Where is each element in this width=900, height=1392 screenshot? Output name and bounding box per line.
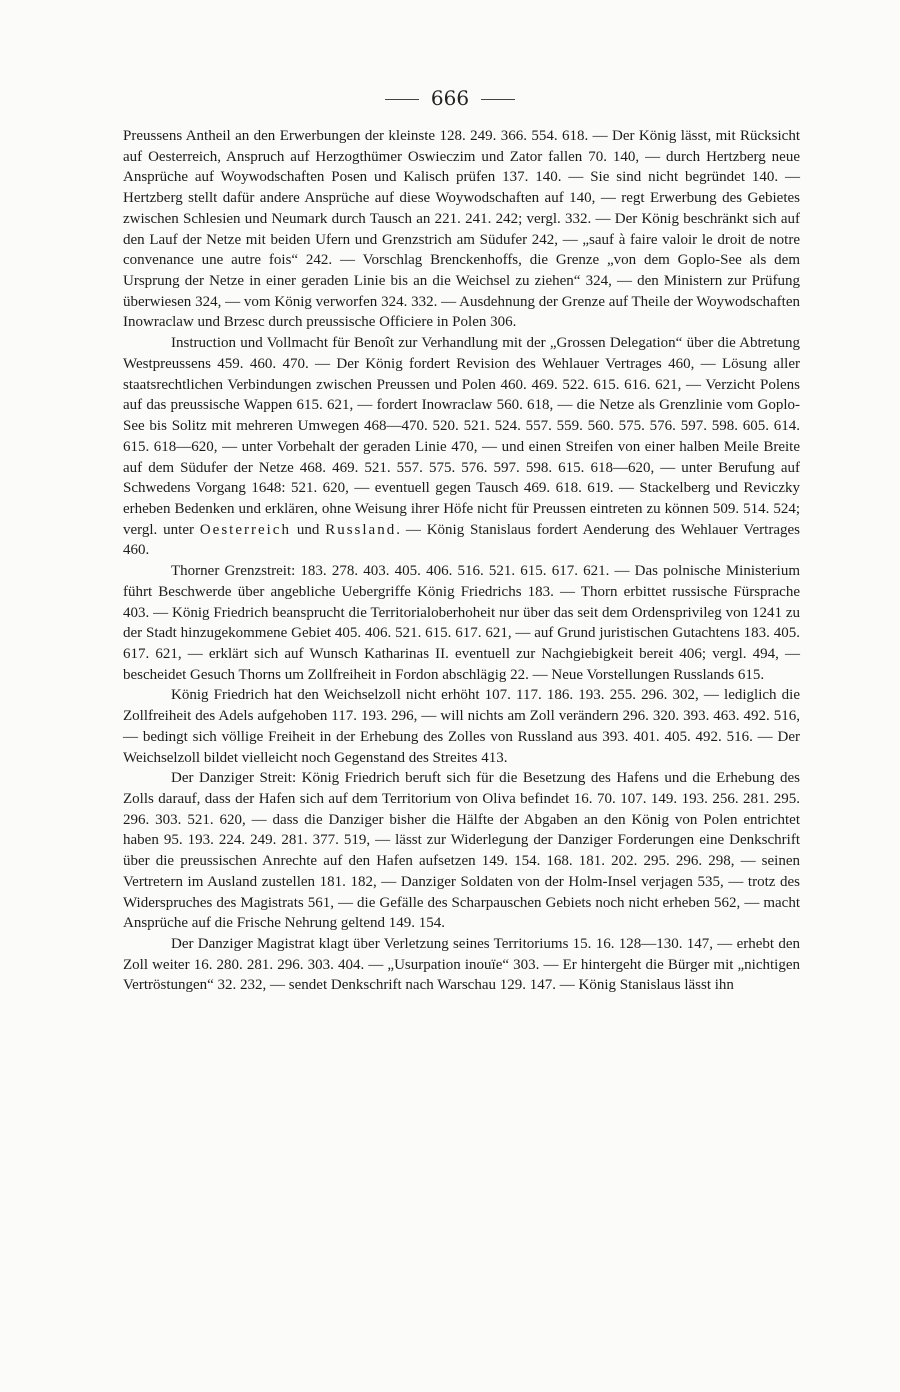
paragraph-thorn-dispute: Thorner Grenzstreit: 183. 278. 403. 405. 406. 516. 521. 615. 617. 621. — Das polnische Ministerium führt Beschwerde über angebliche Uebergriffe König Friedrichs 183. — Thorn erbittet russische Fürsprache 403. — König Friedrich beansprucht die Territorialoberhoheit nur über das seit dem Ordensprivileg von 1241 zu der Stadt hinzugekommene Gebiet 405. 406. 521. 615. 617. 621, — auf Grund juristischen Gutachtens 183. 405. 617. 621, — erklärt sich auf Wunsch Katharinas II. eventuell zur Nachgiebigkeit bereit 406; vergl. 494, — bescheidet Gesuch Thorns um Zollfreiheit in Fordon abschlägig 22. — Neue Vorstellungen Russlands 615. xyxy=(123,563,800,683)
paragraph-text: . — König Stanislaus fordert Aenderung des Wehlauer Vertrages 460. xyxy=(123,521,800,559)
paragraph-danzig-magistrate: Der Danziger Magistrat klagt über Verletzung seines Territoriums 15. 16. 128—130. 147, — erhebt den Zoll weiter 16. 280. 281. 296. 303. 404. — „Usurpation inouïe“ 303. — Er hintergeht die Bürger mit „nichtigen Vertröstungen“ 32. 232, — sendet Denkschrift nach Warschau 129. 147. — König Stanislaus lässt ihn xyxy=(123,936,800,994)
spaced-term-oesterreich: Oesterreich xyxy=(199,521,291,538)
header-rule-left xyxy=(385,99,419,100)
paragraph-instruction-benoit xyxy=(123,333,800,561)
page-number: 666 xyxy=(430,86,470,110)
paragraph-text: und xyxy=(296,521,320,538)
paragraph-danzig-dispute: Der Danziger Streit: König Friedrich beruft sich für die Besetzung des Hafens und die Erhebung des Zolls darauf, dass der Hafen sich auf dem Territorium von Oliva befindet 16. 70. 107. 149. 193. 256. 281. 295. 296. 303. 521. 620, — dass die Danziger bisher die Hälfte der Abgaben an den König von Polen entrichtet haben 95. 193. 224. 249. 281. 377. 519, — lässt zur Widerlegung der Danziger Forderungen eine Denkschrift über die preussischen Anrechte auf den Hafen aufsetzen 149. 154. 168. 181. 202. 295. 296. 298, — seinen Vertretern im Ausland zustellen 181. 182, — Danziger Soldaten von der Holm-Insel verjagen 535, — trotz des Widerspruches des Magistrats 561, — die Gefälle des Scharpauschen Gebiets noch nicht erheben 562, — macht Ansprüche auf die Frische Nehrung geltend 149. 154. xyxy=(123,770,800,932)
spaced-term-russland: Russland xyxy=(325,521,397,538)
page-header xyxy=(0,86,900,110)
body-text xyxy=(123,126,800,996)
header-rule-right xyxy=(481,99,515,100)
paragraph-text: Instruction und Vollmacht für Benoît zur Verhandlung mit der „Grossen Delegation“ über die Abtretung Westpreussens 459. 460. 470. — Der König fordert Revision des Wehlauer Vertrages 460, — Lösung aller staatsrechtlichen Verbindungen zwischen Preussen und Polen 460. 469. 522. 615. 616. 621, — Verzicht Polens auf das preussische Wappen 615. 621, — fordert Inowraclaw 560. 618, — die Netze als Grenzlinie vom Goplo-See bis Solitz mit mehreren Umwegen 468—470. 520. 521. 524. 557. 559. 560. 575. 576. 597. 598. 605. 614. 615. 618—620, — unter Vorbehalt der geraden Linie 470, — und einen Streifen von einer halben Meile Breite auf dem Südufer der Netze 468. 469. 521. 557. 575. 576. 597. 598. 615. 618—620, — unter Berufung auf Schwedens Vorgang 1648: 521. 620, — eventuell gegen Tausch 469. 618. 619. — Stackelberg und Reviczky erheben Bedenken und erklären, ohne Weisung ihrer Höfe nicht für Preussen eintreten zu können 509. 514. 524; vergl. unter xyxy=(123,335,800,538)
paragraph-vistula-toll: König Friedrich hat den Weichselzoll nicht erhöht 107. 117. 186. 193. 255. 296. 302, — lediglich die Zollfreiheit des Adels aufgehoben 117. 193. 296, — will nichts am Zoll verändern 296. 320. 393. 463. 492. 516, — bedingt sich völlige Freiheit in der Erhebung des Zolles von Russland aus 393. 401. 405. 492. 516. — Der Weichselzoll bildet vielleicht noch Gegenstand des Streites 413. xyxy=(123,687,800,766)
paragraph-prussian-share: Preussens Antheil an den Erwerbungen der kleinste 128. 249. 366. 554. 618. — Der König lässt, mit Rücksicht auf Oesterreich, Anspruch auf Herzogthümer Oswieczim und Zator fallen 70. 140, — durch Hertzberg neue Ansprüche auf Woywodschaften Posen und Kalisch prüfen 137. 140. — Sie sind nicht begründet 140. — Hertzberg stellt dafür andere Ansprüche auf diese Woywodschaften auf 140, — regt Erwerbung des Gebietes zwischen Schlesien und Neumark durch Tausch an 221. 241. 242; vergl. 332. — Der König beschränkt sich auf den Lauf der Netze mit beiden Ufern und Grenzstrich am Südufer 242, — „sauf à faire valoir le droit de notre convenance une autre fois“ 242. — Vorschlag Brenckenhoffs, die Grenze „von dem Goplo-See als dem Ursprung der Netze in einer geraden Linie bis an die Weichsel zu ziehen“ 324, — den Ministern zur Prüfung überwiesen 324, — vom König verworfen 324. 332. — Ausdehnung der Grenze auf Theile der Woywodschaften Inowraclaw und Brzesc durch preussische Officiere in Polen 306. xyxy=(123,128,800,331)
